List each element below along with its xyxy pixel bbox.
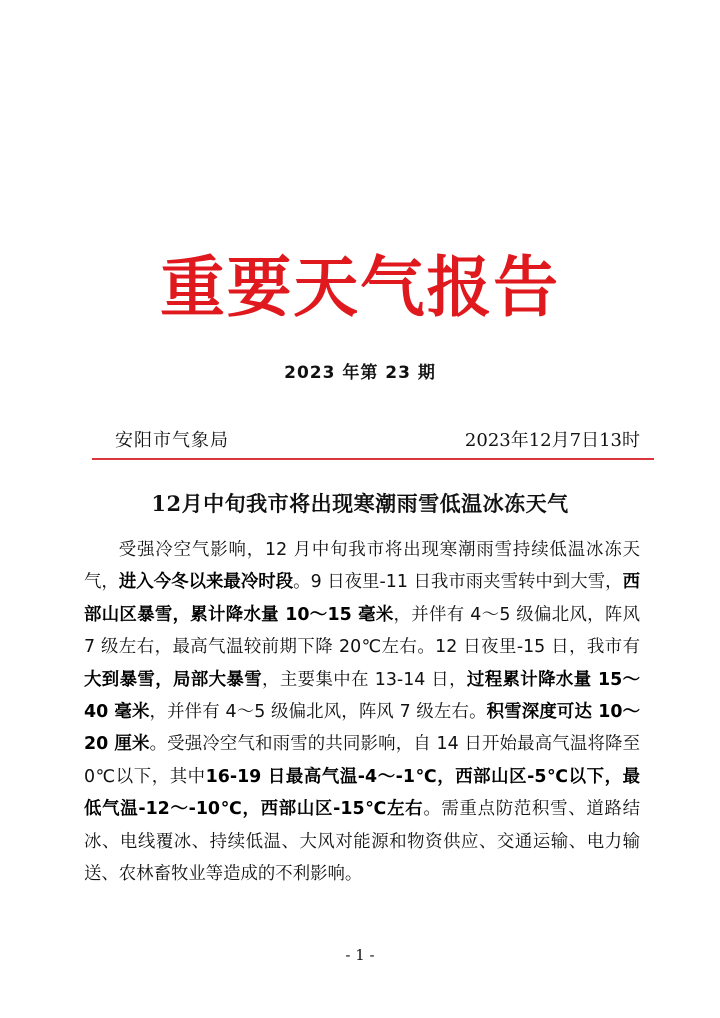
body-emphasis: 积雪深度可达 10～20 厘米 (84, 702, 640, 755)
body-text-segment: 。需重点防范积雪、道路结冰、电线覆冰、持续低温、大风对能源和物资供应、交通运输、电力输送、农林畜牧业等造成的不利影响。 (84, 799, 640, 885)
body-emphasis: 16-19 日最高气温-4～-1℃，西部山区-5℃以下，最低气温-12～-10℃，西部山区-15℃左右 (84, 766, 640, 820)
body-paragraph (84, 534, 640, 890)
report-header-title: 重要天气报告 (160, 249, 560, 326)
body-text-segment: 。受强冷空气和雨雪的共同影响，自 14 日开始最高气温将降至 0℃以下，其中 (84, 734, 640, 787)
body-emphasis: 进入今冬以来最冷时段 (118, 572, 294, 593)
document-title: 12月中旬我市将出现寒潮雨雪低温冰冻天气 (151, 491, 569, 516)
body-text-segment: 。9 日夜里-11 日我市雨夹雪转中到大雪， (293, 572, 623, 593)
body-emphasis: 大到暴雪，局部大暴雪 (84, 669, 263, 690)
body-text-segment: ，主要集中在 13-14 日， (262, 669, 467, 690)
body-emphasis: 过程累计降水量 15～40 毫米 (84, 669, 640, 723)
issuing-agency: 安阳市气象局 (115, 430, 229, 451)
body-emphasis: 西部山区暴雪，累计降水量 10～15 毫米 (84, 572, 640, 625)
issue-datetime: 2023年12月7日13时 (464, 430, 640, 451)
red-divider-line (92, 458, 654, 460)
body-text-segment: ，并伴有 4～5 级偏北风，阵风 7 级左右，最高气温较前期下降 20℃左右。12 日夜里-15 日，我市有 (84, 604, 641, 658)
page-number: - 1 - (345, 946, 375, 964)
body-text-segment: 受强冷空气影响，12 月中旬我市将出现寒潮雨雪持续低温冰冻天气， (84, 540, 640, 593)
body-text-segment: ，并伴有 4～5 级偏北风，阵风 7 级左右。 (149, 702, 487, 723)
issue-number: 2023 年第 23 期 (284, 363, 436, 383)
